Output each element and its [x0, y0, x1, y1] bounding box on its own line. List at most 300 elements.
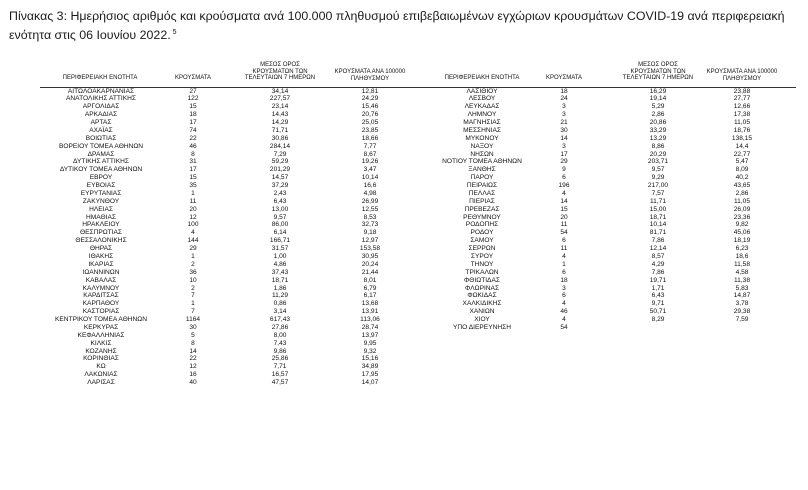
- per-100k-value: 5,83: [735, 284, 749, 292]
- cases-value: 8: [191, 150, 195, 158]
- per-100k-value: 17,95: [361, 371, 379, 379]
- region-name: ΠΙΕΡΙΑΣ: [469, 197, 495, 205]
- right-header-avg: ΜΕΣΟΣ ΟΡΟΣ ΚΡΟΥΣΜΑΤΩΝ ΤΩΝ ΤΕΛΕΥΤΑΙΩΝ 7 ΗΜΕΡΩΝ: [622, 62, 694, 82]
- avg-7day-value: 7,29: [273, 150, 287, 158]
- avg-7day-value: 16,29: [649, 87, 667, 95]
- cases-value: 1: [191, 189, 195, 197]
- per-100k-value: 15,16: [361, 355, 379, 363]
- per-100k-value: 12,97: [361, 237, 379, 245]
- table-row: [0, 143, 808, 151]
- region-name: ΚΑΣΤΟΡΙΑΣ: [82, 308, 120, 316]
- per-100k-value: 6,79: [363, 284, 377, 292]
- avg-7day-value: 23,14: [271, 103, 289, 111]
- per-100k-value: 9,32: [363, 347, 377, 355]
- avg-7day-value: 14,43: [271, 111, 289, 119]
- table-row: [0, 245, 808, 253]
- region-name: ΘΕΣΣΑΛΟΝΙΚΗΣ: [75, 237, 127, 245]
- avg-7day-value: 8,00: [273, 331, 287, 339]
- region-name: ΜΕΣΣΗΝΙΑΣ: [463, 126, 501, 134]
- table-row: [0, 206, 808, 214]
- per-100k-value: 18,6: [735, 252, 749, 260]
- region-name: ΠΕΙΡΑΙΩΣ: [466, 182, 498, 190]
- region-name: ΤΡΙΚΑΛΩΝ: [465, 268, 499, 276]
- avg-7day-value: 19,14: [649, 95, 667, 103]
- table-row: [0, 308, 808, 316]
- cases-value: 12: [189, 363, 197, 371]
- table-row: [0, 174, 808, 182]
- avg-7day-value: 30,86: [271, 134, 289, 142]
- cases-value: 14: [560, 134, 568, 142]
- region-name: ΒΟΙΩΤΙΑΣ: [85, 134, 117, 142]
- table-row: [0, 269, 808, 277]
- region-name: ΧΑΛΚΙΔΙΚΗΣ: [462, 300, 502, 308]
- avg-7day-value: 37,43: [271, 268, 289, 276]
- region-name: ΘΕΣΠΡΩΤΙΑΣ: [79, 229, 123, 237]
- per-100k-value: 14,4: [735, 142, 749, 150]
- avg-7day-value: 201,29: [269, 166, 291, 174]
- region-name: ΒΟΡΕΙΟΥ ΤΟΜΕΑ ΑΘΗΝΩΝ: [58, 142, 144, 150]
- table-row: [0, 221, 808, 229]
- cases-value: 35: [189, 182, 197, 190]
- cases-value: 31: [189, 158, 197, 166]
- cases-value: 29: [189, 245, 197, 253]
- region-name: ΚΟΖΑΝΗΣ: [85, 347, 117, 355]
- region-name: ΚΑΡΔΙΤΣΑΣ: [83, 292, 119, 300]
- avg-7day-value: 13,29: [649, 134, 667, 142]
- region-name: ΣΥΡΟΥ: [470, 252, 494, 260]
- cases-value: 11: [560, 245, 568, 253]
- cases-value: 3: [562, 284, 566, 292]
- cases-value: 29: [560, 158, 568, 166]
- avg-7day-value: 3,14: [273, 308, 287, 316]
- per-100k-value: 16,6: [363, 182, 377, 190]
- per-100k-value: 23,36: [733, 213, 751, 221]
- cases-value: 46: [560, 308, 568, 316]
- cases-value: 14: [189, 347, 197, 355]
- left-header-per100k: ΚΡΟΥΣΜΑΤΑ ΑΝΑ 100000 ΠΛΗΘΥΣΜΟΥ: [334, 69, 406, 82]
- region-name: ΚΑΡΠΑΘΟΥ: [82, 300, 120, 308]
- region-name: ΡΟΔΟΠΗΣ: [465, 221, 499, 229]
- cases-value: 4: [191, 229, 195, 237]
- region-name: ΑΝΑΤΟΛΙΚΗΣ ΑΤΤΙΚΗΣ: [66, 95, 136, 103]
- avg-7day-value: 12,14: [649, 245, 667, 253]
- avg-7day-value: 5,29: [651, 103, 665, 111]
- avg-7day-value: 14,29: [271, 119, 289, 127]
- region-name: ΝΟΤΙΟΥ ΤΟΜΕΑ ΑΘΗΝΩΝ: [442, 158, 522, 166]
- per-100k-value: 22,77: [733, 150, 751, 158]
- cases-value: 6: [562, 237, 566, 245]
- table-row: [0, 182, 808, 190]
- region-name: ΣΕΡΡΩΝ: [468, 245, 496, 253]
- region-name: ΘΗΡΑΣ: [89, 245, 113, 253]
- avg-7day-value: 18,71: [649, 213, 667, 221]
- per-100k-value: 12,55: [361, 205, 379, 213]
- per-100k-value: 3,47: [363, 166, 377, 174]
- region-name: ΙΩΑΝΝΙΝΩΝ: [82, 268, 120, 276]
- region-name: ΗΡΑΚΛΕΙΟΥ: [82, 221, 120, 229]
- per-100k-value: 11,05: [733, 119, 750, 127]
- cases-value: 14: [560, 197, 568, 205]
- cases-value: 18: [560, 87, 568, 95]
- cases-value: 8: [191, 339, 195, 347]
- region-name: ΚΙΛΚΙΣ: [90, 339, 112, 347]
- region-name: ΧΙΟΥ: [474, 316, 490, 324]
- per-100k-value: 13,91: [361, 308, 379, 316]
- title-line-1: Πίνακας 3: Ημερήσιος αριθμός και κρούσματα ανά 100.000 πληθυσμού επιβεβαιωμένων εγχώριων κρουσμάτων COVID-19 ανά περιφερειακή: [9, 9, 785, 23]
- per-100k-value: 9,82: [735, 221, 749, 229]
- region-name: ΚΕΦΑΛΛΗΝΙΑΣ: [77, 331, 125, 339]
- cases-value: 54: [560, 323, 568, 331]
- per-100k-value: 18,76: [733, 126, 751, 134]
- avg-7day-value: 7,86: [651, 237, 665, 245]
- region-name: ΠΕΛΛΑΣ: [468, 189, 496, 197]
- region-name: ΛΕΣΒΟΥ: [468, 95, 496, 103]
- cases-value: 40: [189, 379, 197, 387]
- region-name: ΦΩΚΙΔΑΣ: [467, 292, 497, 300]
- cases-value: 12: [189, 213, 197, 221]
- per-100k-value: 15,46: [361, 103, 379, 111]
- region-name: ΗΜΑΘΙΑΣ: [86, 213, 116, 221]
- cases-value: 3: [562, 111, 566, 119]
- cases-value: 7: [191, 308, 195, 316]
- cases-value: 15: [560, 205, 568, 213]
- region-name: ΖΑΚΥΝΘΟΥ: [82, 197, 120, 205]
- per-100k-value: 26,99: [361, 197, 379, 205]
- avg-7day-value: 1,86: [273, 284, 287, 292]
- table-row: [0, 111, 808, 119]
- cases-value: 1: [191, 252, 195, 260]
- avg-7day-value: 34,14: [271, 87, 289, 95]
- region-name: ΑΧΑΪΑΣ: [89, 126, 113, 134]
- table-row: [0, 214, 808, 222]
- avg-7day-value: 71,71: [271, 126, 289, 134]
- avg-7day-value: 11,71: [649, 197, 666, 205]
- per-100k-value: 12,66: [733, 103, 751, 111]
- table-row: [0, 292, 808, 300]
- table-row: [0, 277, 808, 285]
- cases-value: 22: [189, 134, 197, 142]
- table-row: [0, 348, 808, 356]
- cases-value: 30: [189, 323, 197, 331]
- avg-7day-value: 19,71: [649, 276, 667, 284]
- avg-7day-value: 9,57: [273, 213, 287, 221]
- cases-value: 11: [189, 197, 197, 205]
- avg-7day-value: 47,57: [271, 379, 289, 387]
- avg-7day-value: 9,57: [651, 166, 665, 174]
- cases-value: 2: [191, 260, 195, 268]
- per-100k-value: 8,67: [363, 150, 377, 158]
- per-100k-value: 5,47: [735, 158, 749, 166]
- region-name: ΜΑΓΝΗΣΙΑΣ: [463, 119, 501, 127]
- avg-7day-value: 59,29: [271, 158, 289, 166]
- avg-7day-value: 217,00: [647, 182, 669, 190]
- avg-7day-value: 9,71: [651, 300, 665, 308]
- left-header-cases: ΚΡΟΥΣΜΑΤΑ: [175, 75, 211, 81]
- region-name: ΝΑΞΟΥ: [470, 142, 494, 150]
- per-100k-value: 11,05: [733, 197, 750, 205]
- region-name: ΦΘΙΩΤΙΔΑΣ: [464, 276, 500, 284]
- region-name: ΛΑΡΙΣΑΣ: [87, 379, 115, 387]
- table-row: [0, 300, 808, 308]
- per-100k-value: 13,68: [361, 300, 379, 308]
- table-row: [0, 332, 808, 340]
- cases-value: 17: [189, 119, 197, 127]
- table-row: [0, 166, 808, 174]
- per-100k-value: 138,15: [731, 134, 753, 142]
- cases-value: 17: [560, 150, 568, 158]
- avg-7day-value: 33,29: [649, 126, 667, 134]
- region-name: ΜΥΚΟΝΟΥ: [465, 134, 499, 142]
- per-100k-value: 29,38: [733, 308, 751, 316]
- avg-7day-value: 6,43: [273, 197, 287, 205]
- cases-value: 30: [560, 126, 568, 134]
- cases-value: 9: [562, 166, 566, 174]
- avg-7day-value: 1,71: [651, 284, 665, 292]
- avg-7day-value: 10,14: [649, 221, 667, 229]
- per-100k-value: 43,65: [733, 182, 751, 190]
- per-100k-value: 19,26: [361, 158, 379, 166]
- cases-value: 21: [560, 119, 568, 127]
- cases-value: 1: [191, 300, 195, 308]
- region-name: ΑΙΤΩΛΟΑΚΑΡΝΑΝΙΑΣ: [67, 87, 135, 95]
- per-100k-value: 45,06: [733, 229, 751, 237]
- region-name: ΑΡΓΟΛΙΔΑΣ: [82, 103, 120, 111]
- avg-7day-value: 25,86: [271, 355, 289, 363]
- cases-value: 4: [562, 189, 566, 197]
- cases-value: 122: [187, 95, 199, 103]
- cases-value: 36: [189, 268, 197, 276]
- region-name: ΙΚΑΡΙΑΣ: [88, 260, 114, 268]
- region-name: ΛΗΜΝΟΥ: [467, 111, 497, 119]
- per-100k-value: 8,53: [363, 213, 377, 221]
- cases-value: 20: [560, 213, 568, 221]
- avg-7day-value: 50,71: [649, 308, 667, 316]
- per-100k-value: 14,87: [733, 292, 751, 300]
- region-name: ΦΛΩΡΙΝΑΣ: [464, 284, 500, 292]
- per-100k-value: 18,19: [733, 237, 751, 245]
- avg-7day-value: 4,86: [273, 260, 287, 268]
- per-100k-value: 30,95: [361, 252, 379, 260]
- per-100k-value: 28,74: [361, 323, 379, 331]
- avg-7day-value: 6,43: [651, 292, 665, 300]
- table-row: [0, 103, 808, 111]
- cases-value: 7: [191, 292, 195, 300]
- cases-value: 3: [562, 103, 566, 111]
- cases-value: 16: [189, 371, 197, 379]
- per-100k-value: 21,44: [361, 268, 379, 276]
- per-100k-value: 3,78: [735, 300, 749, 308]
- per-100k-value: 25,05: [361, 119, 379, 127]
- region-name: ΠΡΕΒΕΖΑΣ: [464, 205, 500, 213]
- avg-7day-value: 0,86: [273, 300, 287, 308]
- region-name: ΚΟΡΙΝΘΙΑΣ: [83, 355, 119, 363]
- table-row: [0, 253, 808, 261]
- avg-7day-value: 18,71: [271, 276, 289, 284]
- region-name: ΠΑΡΟΥ: [470, 174, 494, 182]
- avg-7day-value: 14,57: [271, 174, 289, 182]
- avg-7day-value: 81,71: [649, 229, 667, 237]
- cases-value: 11: [560, 221, 568, 229]
- region-name: ΑΡΚΑΔΙΑΣ: [84, 111, 118, 119]
- region-name: ΚΕΡΚΥΡΑΣ: [83, 323, 119, 331]
- table-row: [0, 324, 808, 332]
- table-row: [0, 355, 808, 363]
- per-100k-value: 20,24: [361, 260, 379, 268]
- table-row: [0, 237, 808, 245]
- per-100k-value: 6,17: [363, 292, 377, 300]
- region-name: ΚΑΛΥΜΝΟΥ: [82, 284, 120, 292]
- per-100k-value: 23,85: [361, 126, 379, 134]
- avg-7day-value: 20,29: [649, 150, 667, 158]
- footnote-marker: 5: [172, 28, 177, 36]
- per-100k-value: 4,98: [363, 189, 377, 197]
- table-row: [0, 229, 808, 237]
- cases-value: 6: [562, 268, 566, 276]
- table-row: [0, 127, 808, 135]
- cases-value: 3: [562, 142, 566, 150]
- table-row: [0, 119, 808, 127]
- cases-value: 6: [562, 292, 566, 300]
- per-100k-value: 9,95: [363, 339, 377, 347]
- per-100k-value: 40,2: [735, 174, 749, 182]
- per-100k-value: 11,38: [733, 276, 750, 284]
- region-name: ΧΑΝΙΩΝ: [469, 308, 495, 316]
- cases-value: 1164: [185, 316, 201, 324]
- avg-7day-value: 284,14: [269, 142, 291, 150]
- per-100k-value: 24,29: [361, 95, 379, 103]
- region-name: ΡΕΘΥΜΝΟΥ: [463, 213, 501, 221]
- table-row: [0, 316, 808, 324]
- avg-7day-value: 7,57: [651, 189, 665, 197]
- avg-7day-value: 9,86: [273, 347, 287, 355]
- table-row: [0, 198, 808, 206]
- cases-value: 4: [562, 300, 566, 308]
- table-row: [0, 285, 808, 293]
- cases-value: 46: [189, 142, 197, 150]
- region-name: ΔΥΤΙΚΟΥ ΤΟΜΕΑ ΑΘΗΝΩΝ: [59, 166, 143, 174]
- cases-value: 2: [191, 284, 195, 292]
- avg-7day-value: 16,57: [271, 371, 289, 379]
- avg-7day-value: 9,29: [651, 174, 665, 182]
- region-name: ΛΑΚΩΝΙΑΣ: [84, 371, 118, 379]
- table-row: [0, 88, 808, 96]
- per-100k-value: 9,18: [363, 229, 377, 237]
- cases-value: 1: [562, 260, 566, 268]
- table-row: [0, 261, 808, 269]
- avg-7day-value: 4,29: [651, 260, 665, 268]
- region-name: ΑΡΤΑΣ: [90, 119, 112, 127]
- cases-value: 17: [189, 166, 197, 174]
- per-100k-value: 153,58: [359, 245, 381, 253]
- avg-7day-value: 8,57: [651, 252, 665, 260]
- avg-7day-value: 13,00: [271, 205, 289, 213]
- per-100k-value: 17,38: [733, 111, 751, 119]
- avg-7day-value: 20,86: [649, 119, 667, 127]
- per-100k-value: 4,58: [735, 268, 749, 276]
- table-row: [0, 379, 808, 387]
- cases-value: 24: [560, 95, 568, 103]
- per-100k-value: 7,59: [735, 316, 749, 324]
- per-100k-value: 10,14: [361, 174, 379, 182]
- avg-7day-value: 31,57: [271, 245, 289, 253]
- region-name: ΔΥΤΙΚΗΣ ΑΤΤΙΚΗΣ: [73, 158, 129, 166]
- cases-value: 6: [562, 174, 566, 182]
- region-name: ΣΑΜΟΥ: [470, 237, 494, 245]
- per-100k-value: 23,88: [733, 87, 751, 95]
- cases-value: 4: [562, 316, 566, 324]
- avg-7day-value: 7,86: [651, 268, 665, 276]
- avg-7day-value: 2,43: [273, 189, 287, 197]
- avg-7day-value: 203,71: [647, 158, 669, 166]
- cases-value: 54: [560, 229, 568, 237]
- per-100k-value: 20,76: [361, 111, 379, 119]
- per-100k-value: 11,58: [733, 260, 750, 268]
- cases-value: 15: [189, 174, 197, 182]
- per-100k-value: 6,23: [735, 245, 749, 253]
- per-100k-value: 12,81: [361, 87, 379, 95]
- cases-value: 100: [187, 221, 199, 229]
- region-name: ΕΥΒΟΙΑΣ: [86, 182, 116, 190]
- region-name: ΛΕΥΚΑΔΑΣ: [464, 103, 500, 111]
- region-name: ΔΡΑΜΑΣ: [87, 150, 115, 158]
- region-name: ΗΛΕΙΑΣ: [89, 205, 113, 213]
- avg-7day-value: 1,00: [273, 252, 287, 260]
- avg-7day-value: 15,00: [649, 205, 667, 213]
- avg-7day-value: 617,43: [269, 316, 291, 324]
- table-row: [0, 190, 808, 198]
- avg-7day-value: 7,43: [273, 339, 287, 347]
- region-name: ΛΑΣΙΘΙΟΥ: [466, 87, 498, 95]
- region-name: ΚΕΝΤΡΙΚΟΥ ΤΟΜΕΑ ΑΘΗΝΩΝ: [55, 316, 147, 324]
- avg-7day-value: 6,14: [273, 229, 287, 237]
- table-row: [0, 151, 808, 159]
- per-100k-value: 27,77: [733, 95, 751, 103]
- per-100k-value: 8,09: [735, 166, 749, 174]
- region-name: ΤΗΝΟΥ: [470, 260, 494, 268]
- avg-7day-value: 2,86: [651, 111, 665, 119]
- avg-7day-value: 11,29: [271, 292, 288, 300]
- table-row: [0, 371, 808, 379]
- per-100k-value: 13,97: [361, 331, 379, 339]
- region-name: ΚΑΒΑΛΑΣ: [85, 276, 117, 284]
- region-name: ΚΩ: [96, 363, 106, 371]
- per-100k-value: 8,01: [363, 276, 377, 284]
- cases-value: 4: [562, 252, 566, 260]
- cases-value: 18: [189, 111, 197, 119]
- avg-7day-value: 227,57: [269, 95, 291, 103]
- per-100k-value: 26,09: [733, 205, 751, 213]
- avg-7day-value: 8,86: [651, 142, 665, 150]
- per-100k-value: 14,07: [361, 379, 379, 387]
- right-header-per100k: ΚΡΟΥΣΜΑΤΑ ΑΝΑ 100000 ΠΛΗΘΥΣΜΟΥ: [706, 69, 778, 82]
- cases-value: 196: [558, 182, 570, 190]
- cases-value: 144: [187, 237, 199, 245]
- right-header-unit: ΠΕΡΙΦΕΡΕΙΑΚΗ ΕΝΟΤΗΤΑ: [444, 75, 520, 81]
- table-row: [0, 363, 808, 371]
- region-name: ΞΑΝΘΗΣ: [468, 166, 496, 174]
- region-name: ΙΘΑΚΗΣ: [88, 252, 114, 260]
- avg-7day-value: 8,29: [651, 316, 665, 324]
- cases-value: 74: [189, 126, 197, 134]
- cases-value: 22: [189, 355, 197, 363]
- per-100k-value: 113,06: [360, 316, 380, 324]
- per-100k-value: 18,66: [361, 134, 379, 142]
- region-name: ΡΟΔΟΥ: [470, 229, 494, 237]
- avg-7day-value: 27,86: [271, 323, 289, 331]
- cases-value: 20: [189, 205, 197, 213]
- table-title: [9, 8, 804, 43]
- table-row: [0, 340, 808, 348]
